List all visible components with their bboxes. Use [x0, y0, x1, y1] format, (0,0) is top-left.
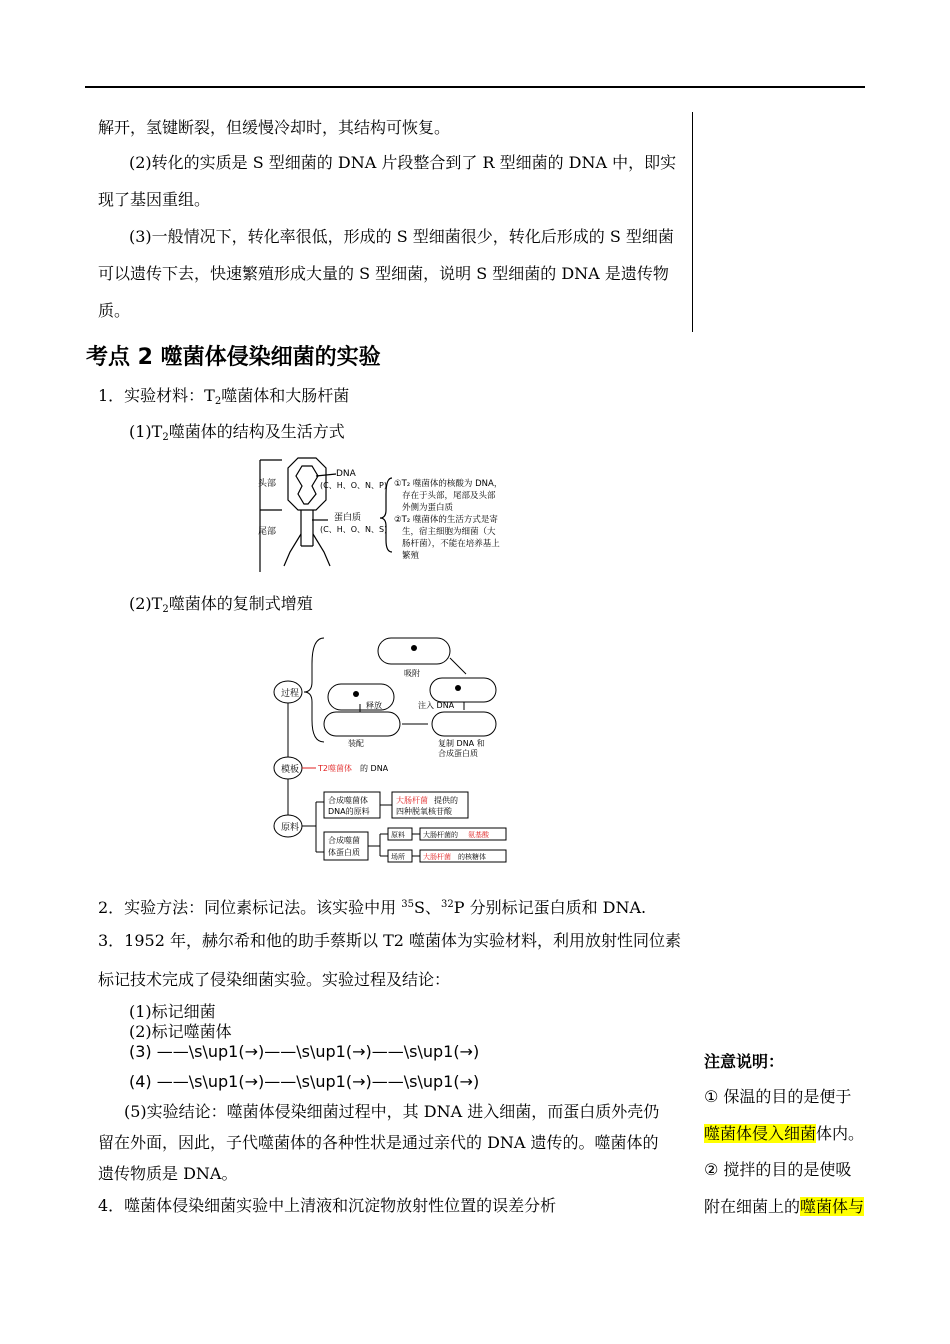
- phage-dna-coil: [296, 466, 318, 504]
- label-head: 头部: [258, 479, 277, 489]
- note-1c: 外侧为蛋白质: [402, 503, 454, 513]
- paragraph-3-line-3: 质。: [98, 301, 131, 320]
- label-provide: 提供的: [434, 796, 458, 805]
- item-3-5-line-1: (5)实验结论：噬菌体侵染细菌过程中，其 DNA 进入细菌，而蛋白质外壳仍: [124, 1102, 660, 1121]
- item-4: 4．噬菌体侵染细菌实验中上清液和沉淀物放射性位置的误差分析: [98, 1196, 557, 1215]
- label-prot-b: 体蛋白质: [328, 848, 360, 857]
- label-ecoli2: 大肠杆菌: [423, 853, 451, 861]
- label-dna-elements: (C、H、O、N、P): [320, 481, 387, 490]
- label-ecoli-of: 大肠杆菌的: [423, 831, 458, 839]
- label-assemble: 装配: [348, 739, 364, 748]
- note-line-4: 附在细菌上的噬菌体与: [704, 1197, 865, 1216]
- label-replicate-a: 复制 DNA 和: [438, 739, 485, 748]
- note-line-1: ① 保温的目的是便于: [704, 1087, 852, 1106]
- label-dna: DNA: [336, 469, 356, 479]
- item-3-1: (1)标记细菌: [129, 1002, 216, 1021]
- paragraph-continuation: 解开，氢键断裂，但缓慢冷却时，其结构可恢复。: [98, 118, 451, 137]
- label-process: 过程: [281, 689, 300, 699]
- label-protein: 蛋白质: [334, 513, 362, 523]
- label-replicate-b: 合成蛋白质: [438, 749, 478, 758]
- item-3-line-1: 3．1952 年，赫尔希和他的助手蔡斯以 T2 噬菌体为实验材料，利用放射性同位素: [98, 931, 682, 950]
- label-prot-a: 合成噬菌: [328, 836, 360, 845]
- label-amino: 氨基酸: [468, 831, 489, 839]
- cell-inject: [430, 678, 496, 702]
- note-highlight-2: 噬菌体与: [800, 1197, 865, 1216]
- connector-raw-site: [412, 834, 420, 856]
- label-dna-mat-a: 合成噬菌体: [328, 796, 368, 805]
- paragraph-2-line-2: 现了基因重组。: [98, 190, 211, 209]
- label-template: 模板: [281, 765, 300, 775]
- label-adsorb: 吸附: [404, 669, 420, 678]
- item-1: 1．实验材料：$T_2$噬菌体和大肠杆菌: [98, 386, 350, 407]
- note-line-2: 噬菌体侵入细菌体内。: [704, 1124, 865, 1143]
- label-material: 原料: [281, 823, 300, 833]
- label-raw: 原料: [391, 831, 405, 839]
- item-3-line-2: 标记技术完成了侵染细菌实验。实验过程及结论：: [98, 970, 451, 989]
- label-inject: 注入 DNA: [418, 701, 455, 710]
- note-highlight-1: 噬菌体侵入细菌: [704, 1124, 817, 1143]
- phage-dot-1: [411, 645, 417, 651]
- paragraph-3-line-2: 可以遗传下去，快速繁殖形成大量的 S 型细菌，说明 S 型细菌的 DNA 是遗传物: [98, 264, 669, 283]
- paragraph-2-line-1: (2)转化的实质是 S 型细菌的 DNA 片段整合到了 R 型细菌的 DNA 中，即实: [129, 153, 677, 172]
- label-dna-mat-b: DNA的原料: [328, 807, 370, 816]
- item-3-4: (4) ——\s\up1(→)——\s\up1(→)——\s\up1(→): [129, 1072, 480, 1091]
- label-four: 四种脱氧核苷酸: [396, 807, 452, 816]
- label-site: 场所: [391, 853, 405, 861]
- note-line-3: ② 搅拌的目的是使吸: [704, 1160, 852, 1179]
- protein-branch: [368, 834, 388, 856]
- label-ribosome: 的核糖体: [458, 853, 486, 861]
- label-template-red: T2噬菌体: [318, 764, 352, 773]
- note-2d: 繁殖: [402, 551, 420, 561]
- section-heading: 考点 2 噬菌体侵染细菌的实验: [86, 345, 381, 370]
- header-rule: [85, 86, 865, 88]
- label-template-post: 的 DNA: [360, 764, 389, 773]
- item-1-1: $(1)T_2$噬菌体的结构及生活方式: [129, 422, 345, 443]
- note-title: 注意说明：: [704, 1052, 785, 1071]
- note-2b: 生，宿主细胞为细菌（大: [402, 527, 496, 537]
- material-branch: [302, 802, 324, 852]
- note-1b: 存在于头部，尾部及头部: [402, 491, 496, 501]
- phage-structure-figure: [254, 454, 530, 584]
- cell-release: [328, 684, 394, 710]
- label-tail: 尾部: [258, 527, 277, 537]
- phage-tail-fibers: [284, 534, 330, 566]
- item-3-5-line-2: 留在外面，因此，子代噬菌体的各种性状是通过亲代的 DNA 遗传的。噬菌体的: [98, 1133, 659, 1152]
- item-3-3: (3) ——\s\up1(→)——\s\up1(→)——\s\up1(→): [129, 1042, 480, 1061]
- cell-replicate: [432, 712, 496, 736]
- arrow-adsorb-inject: [450, 658, 466, 674]
- phage-dot-3: [455, 685, 461, 691]
- process-brace: [304, 638, 324, 742]
- phage-dot-2: [353, 691, 359, 697]
- note-2c: 肠杆菌），不能在培养基上: [402, 539, 500, 549]
- label-protein-elements: (C、H、O、N、S): [320, 525, 388, 534]
- item-3-2: (2)标记噬菌体: [129, 1022, 232, 1041]
- paragraph-3-line-1: (3)一般情况下，转化率很低，形成的 S 型细菌很少，转化后形成的 S 型细菌: [129, 227, 674, 246]
- cell-assemble: [324, 712, 400, 736]
- margin-divider: [692, 112, 693, 332]
- label-release: 释放: [366, 701, 382, 710]
- phage-replication-figure: [268, 628, 508, 864]
- phage-tail: [301, 510, 313, 546]
- note-1a: ①T₂ 噬菌体的核酸为 DNA，: [394, 479, 503, 489]
- label-ecoli: 大肠杆菌: [396, 796, 428, 805]
- item-2: 2．实验方法：同位素标记法。该实验中用 $^{35}$S、$^{32}$P 分别标记蛋白质和 DNA.: [98, 898, 647, 917]
- item-3-5-line-3: 遗传物质是 DNA。: [98, 1164, 238, 1183]
- item-1-2: $(2)T_2$噬菌体的复制式增殖: [129, 594, 313, 615]
- note-2a: ②T₂ 噬菌体的生活方式是寄: [394, 515, 498, 525]
